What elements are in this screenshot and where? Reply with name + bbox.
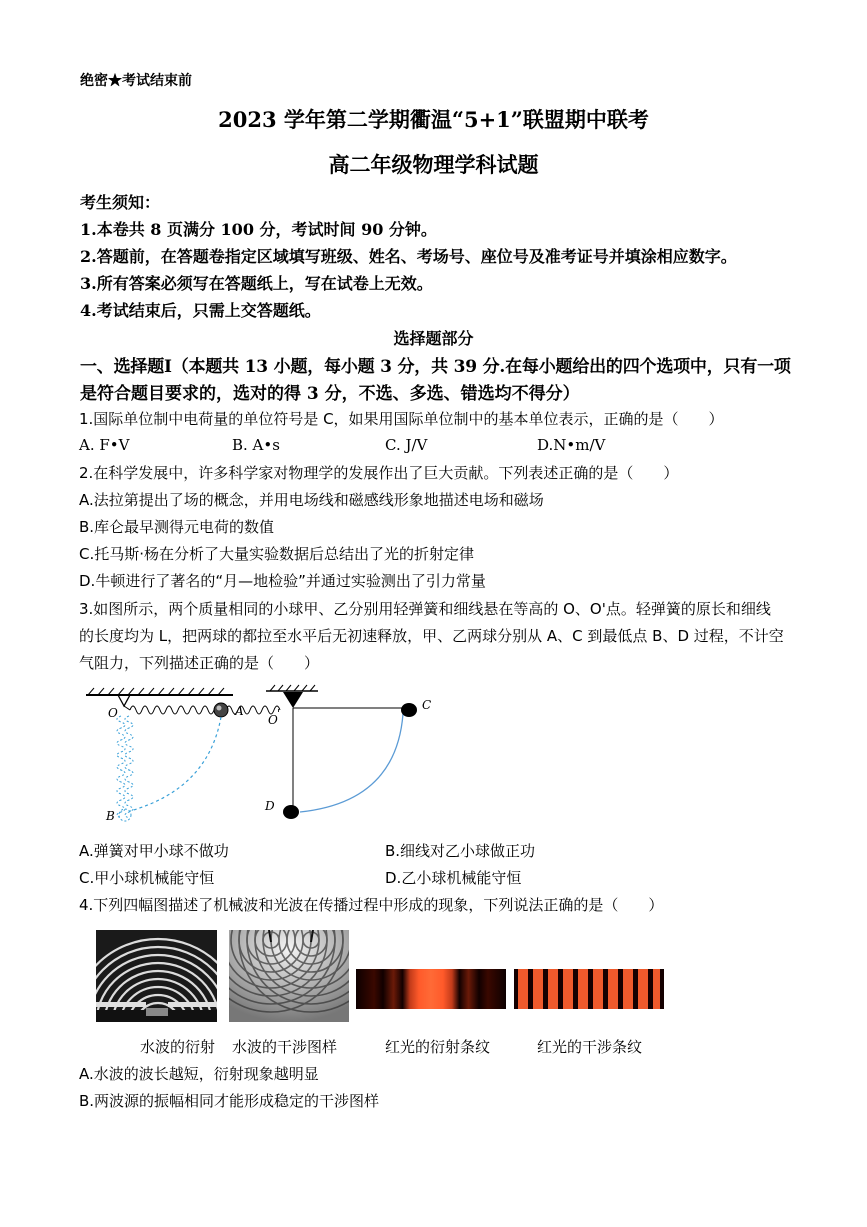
label-c: C [422, 698, 432, 712]
notice-item-2: 2.答题前，在答题卷指定区域填写班级、姓名、考场号、座位号及准考证号并填涂相应数字。 [80, 247, 737, 266]
exam-title: 2023 学年第二学期衢温“5+1”联盟期中联考 [218, 107, 649, 132]
question-3-option-d: D.乙小球机械能守恒 [385, 869, 522, 887]
question-3-stem-line1: 3.如图所示，两个质量相同的小球甲、乙分别用轻弹簧和细线悬在等高的 O、O'点。轻弹簧的原长和细线 [79, 600, 771, 618]
pivot-triangle [283, 692, 303, 708]
exam-subtitle: 高二年级物理学科试题 [328, 152, 539, 177]
notice-item-1: 1.本卷共 8 页满分 100 分，考试时间 90 分钟。 [80, 220, 437, 239]
water-diffraction-image [96, 930, 217, 1022]
label-o: O [108, 706, 118, 720]
question-3-option-b: B.细线对乙小球做正功 [385, 842, 536, 860]
trajectory-c-to-d [300, 714, 403, 812]
question-1-option-a: A. F•V [79, 436, 130, 454]
caption-red-interference: 红光的干涉条纹 [537, 1038, 643, 1056]
question-2-option-b: B.库仑最早测得元电荷的数值 [79, 518, 275, 536]
question-2-option-a: A.法拉第提出了场的概念，并用电场线和磁感线形象地描述电场和磁场 [79, 491, 544, 509]
section-title: 选择题部分 [393, 329, 474, 348]
question-1-option-c: C. J/V [385, 436, 428, 454]
question-3-option-a: A.弹簧对甲小球不做功 [79, 842, 229, 860]
vertical-spring-dashed [117, 716, 133, 818]
caption-water-interference: 水波的干涉图样 [232, 1038, 338, 1056]
part-instructions-line2: 是符合题目要求的，选对的得 3 分，不选、多选、错选均不得分） [80, 384, 580, 404]
caption-red-diffraction: 红光的衍射条纹 [385, 1038, 491, 1056]
question-3-figure [78, 684, 438, 834]
water-interference-image [229, 930, 349, 1022]
ceiling-hatch-left [88, 688, 224, 695]
label-prime-mark: ' [277, 707, 281, 720]
question-3-stem-line3: 气阻力，下列描述正确的是（ ） [79, 654, 320, 672]
question-2-option-c: C.托马斯·杨在分析了大量实验数据后总结出了光的折射定律 [79, 545, 475, 563]
spring-hook [118, 695, 130, 706]
question-1-stem: 1.国际单位制中电荷量的单位符号是 C，如果用国际单位制中的基本单位表示，正确的是（ ） [79, 410, 724, 428]
question-4-stem: 4.下列四幅图描述了机械波和光波在传播过程中形成的现象，下列说法正确的是（ ） [79, 896, 664, 914]
ball-b [119, 809, 131, 821]
part-instructions-line1: 一、选择题Ⅰ（本题共 13 小题，每小题 3 分，共 39 分.在每小题给出的四个选项中，只有一项 [80, 357, 791, 377]
question-2-option-d: D.牛顿进行了著名的“月—地检验”并通过实验测出了引力常量 [79, 572, 486, 590]
horizontal-spring [130, 706, 280, 714]
ball-c [401, 703, 417, 717]
notice-item-3: 3.所有答案必须写在答题纸上，写在试卷上无效。 [80, 274, 433, 293]
trajectory-a-to-b [130, 717, 221, 811]
label-o-prime: O [268, 713, 278, 727]
question-1-option-b: B. A•s [232, 436, 280, 454]
label-b: B [106, 809, 115, 823]
question-4-option-a: A.水波的波长越短，衍射现象越明显 [79, 1065, 319, 1083]
caption-water-diffraction: 水波的衍射 [140, 1038, 216, 1056]
ball-d [283, 805, 299, 819]
ceiling-hatch-right [270, 685, 315, 691]
red-diffraction-fringes-image [356, 969, 506, 1009]
notice-item-4: 4.考试结束后，只需上交答题纸。 [80, 301, 321, 320]
red-interference-fringes-image [514, 969, 664, 1009]
notice-heading: 考生须知： [80, 193, 161, 212]
question-3-stem-line2: 的长度均为 L，把两球的都拉至水平后无初速释放，甲、乙两球分别从 A、C 到最低点 B、D 过程，不计空 [79, 627, 784, 645]
question-2-stem: 2.在科学发展中，许多科学家对物理学的发展作出了巨大贡献。下列表述正确的是（ ） [79, 464, 679, 482]
label-a: A [235, 704, 244, 718]
question-4-option-b: B.两波源的振幅相同才能形成稳定的干涉图样 [79, 1092, 380, 1110]
question-3-option-c: C.甲小球机械能守恒 [79, 869, 215, 887]
confidential-label: 绝密★考试结束前 [80, 73, 192, 89]
ball-a [214, 703, 228, 717]
question-1-option-d: D.N•m/V [537, 436, 606, 454]
label-d: D [265, 799, 275, 813]
